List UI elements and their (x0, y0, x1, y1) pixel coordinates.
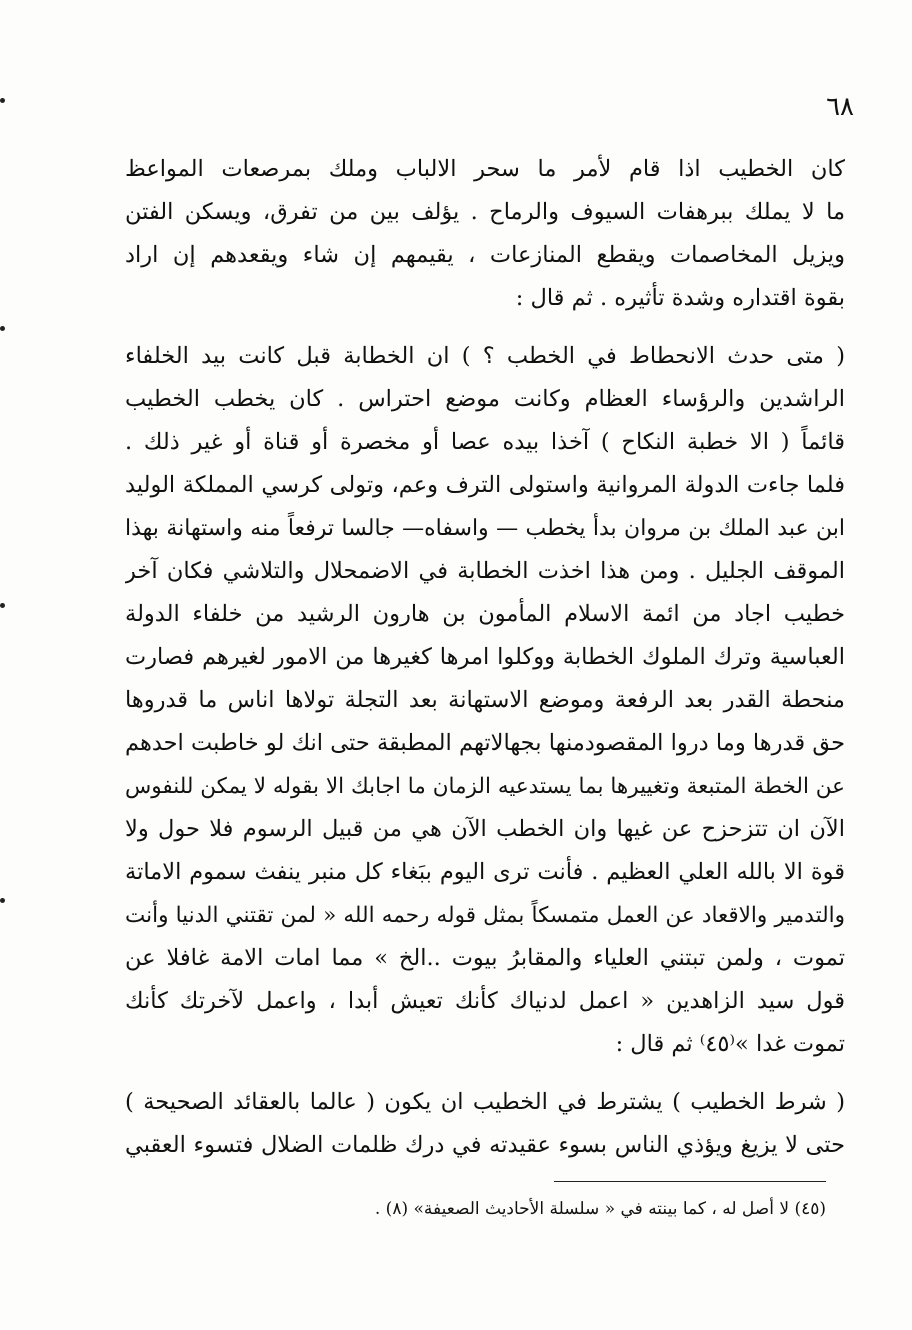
scan-binding-mark (0, 603, 5, 608)
text-line: ما لا يملك ببرهفات السيوف والرماح . يؤلف بين من تفرق، ويسكن الفتن (125, 199, 845, 225)
paragraph-gap (125, 1066, 845, 1081)
page-number: ٦٨ (826, 92, 854, 122)
text-line: حتى لا يزيغ ويؤذي الناس بسوء عقيدته في درك ظلمات الضلال فتسوء العقبي (125, 1132, 845, 1158)
body-text (125, 148, 845, 1167)
text-line: فلما جاءت الدولة المروانية واستولى الترف وعم، وتولى كرسي المملكة الوليد (125, 472, 845, 498)
text-line: حق قدرها وما دروا المقصودمنها بجهالاتهم المطبقة حتى انك لو خاطبت احدهم (125, 730, 845, 756)
text-line: الراشدين والرؤساء العظام وكانت موضع احتراس . كان يخطب الخطيب (125, 386, 845, 412)
text-line: بقوة اقتداره وشدة تأثيره . ثم قال : (515, 285, 845, 311)
scan-binding-mark (0, 898, 5, 903)
paragraph-gap (125, 320, 845, 335)
text-line: ( شرط الخطيب ) يشترط في الخطيب ان يكون ( عالما بالعقائد الصحيحة ) (125, 1089, 845, 1115)
footnote: (٤٥) لا أصل له ، كما بينته في « سلسلة الأحاديث الصعيفة» (٨) . (374, 1199, 826, 1219)
text-line: قول سيد الزاهدين « اعمل لدنياك كأنك تعيش أبدا ، واعمل لآخرتك كأنك (125, 988, 845, 1014)
text-line: خطيب اجاد من ائمة الاسلام المأمون بن هارون الرشيد من خلفاء الدولة (125, 601, 845, 627)
text-line: منحطة القدر بعد الرفعة وموضع الاستهانة بعد التجلة تولاها اناس ما قدروها (125, 687, 845, 713)
text-line: ( متى حدث الانحطاط في الخطب ؟ ) ان الخطابة قبل كانت بيد الخلفاء (125, 343, 845, 369)
text-line: كان الخطيب اذا قام لأمر ما سحر الالباب وملك بمرصعات المواعظ (125, 156, 845, 182)
text-line: والتدمير والاقعاد عن العمل متمسكاً بمثل قوله رحمه الله « لمن تقتني الدنيا وأنت (125, 903, 845, 928)
text-line: تموت ، ولمن تبتني العلياء والمقابرُ بيوت ..الخ » مما امات الامة غافلا عن (125, 945, 845, 971)
text-line: عن الخطة المتبعة وتغييرها بما يستدعيه الزمان ما اجابك الا بقوله لا يمكن للنفوس (125, 774, 845, 799)
text-line: قوة الا بالله العلي العظيم . فأنت ترى اليوم ببَغاء كل منبر ينفث سموم الاماتة (125, 859, 845, 885)
text-line: الآن ان تتزحزح عن غيها وان الخطب الآن هي من قبيل الرسوم فلا حول ولا (125, 816, 845, 842)
text-line: قائماً ( الا خطبة النكاح ) آخذا بيده عصا أو مخصرة أو قناة أو غير ذلك . (125, 429, 845, 455)
text-line: تموت غدا »⁽٤٥⁾ ثم قال : (615, 1031, 845, 1057)
text-line: ويزيل المخاصمات ويقطع المنازعات ، يقيمهم إن شاء ويقعدهم إن اراد (125, 242, 845, 268)
footnote-divider (554, 1181, 826, 1182)
text-line: الموقف الجليل . ومن هذا اخذت الخطابة في الاضمحلال والتلاشي فكان آخر (125, 558, 845, 584)
scan-binding-mark (0, 326, 5, 331)
scan-binding-mark (0, 98, 5, 103)
text-line: ابن عبد الملك بن مروان بدأ يخطب — واسفاه— جالسا ترفعاً منه واستهانة بهذا (125, 516, 845, 541)
text-line: العباسية وترك الملوك الخطابة ووكلوا امرها كغيرها من الامور لغيرهم فصارت (125, 644, 845, 670)
